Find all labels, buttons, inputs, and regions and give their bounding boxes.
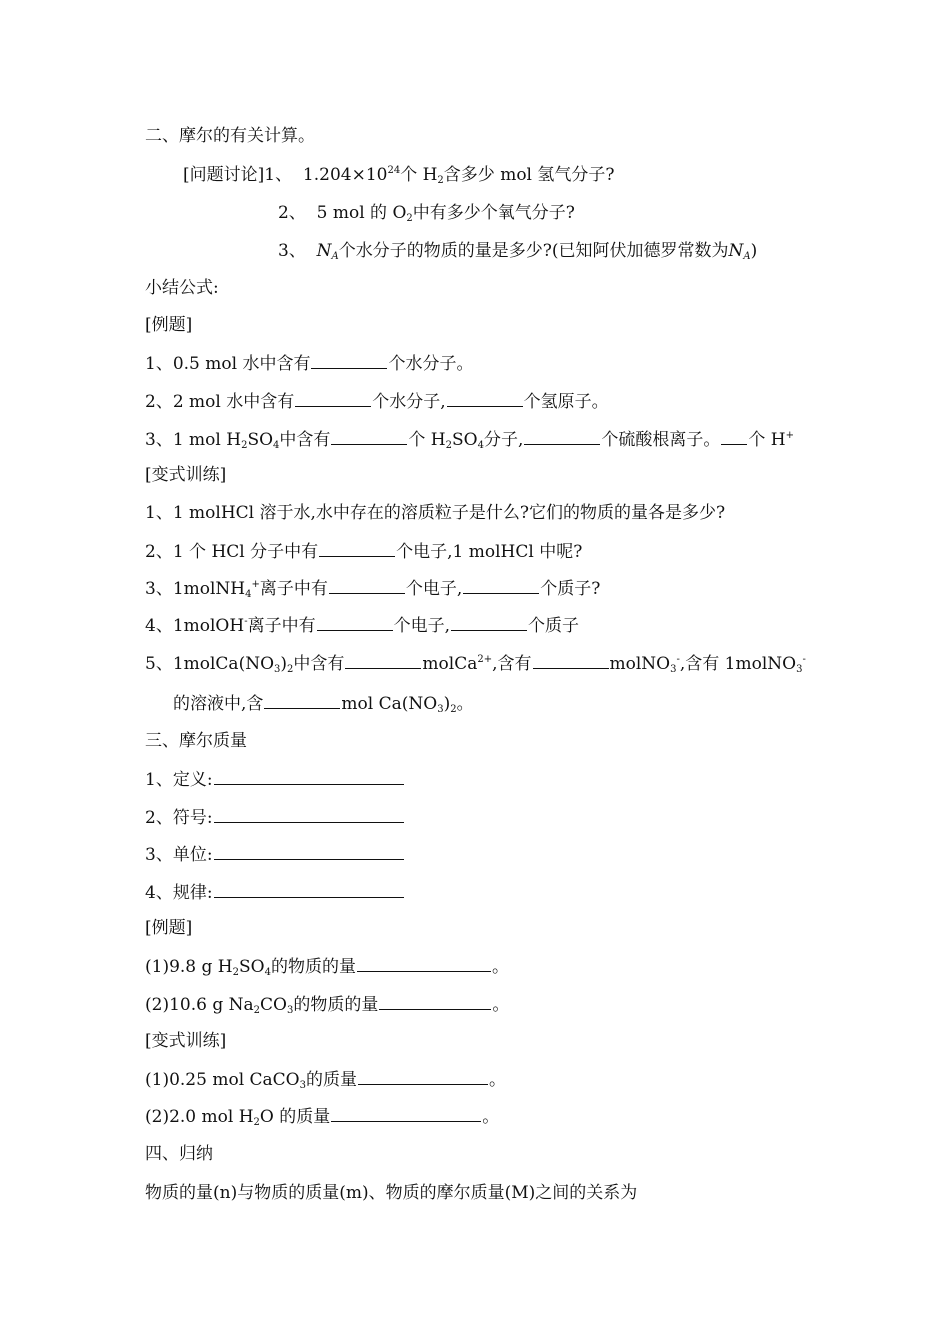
symbol-line: 2、符号: xyxy=(145,806,405,829)
answer-blank[interactable] xyxy=(721,428,747,445)
answer-blank[interactable] xyxy=(214,806,404,823)
answer-blank[interactable] xyxy=(358,1068,488,1085)
answer-blank[interactable] xyxy=(533,652,609,669)
answer-blank[interactable] xyxy=(214,843,404,860)
answer-blank[interactable] xyxy=(317,614,393,631)
discussion-question-3: 3、 $N_A$个水分子的物质的量是多少?(已知阿伏加德罗常数为$N_A$) xyxy=(278,241,758,262)
mass-variation-2: (2)2.0 mol $H_2O$ 的质量 。 xyxy=(145,1107,500,1128)
variation-1: 1、1 molHCl 溶于水,水中存在的溶质粒子是什么?它们的物质的量各是多少? xyxy=(145,503,726,523)
definition-line: 1、定义: xyxy=(145,768,405,791)
answer-blank[interactable] xyxy=(357,955,491,972)
answer-blank[interactable] xyxy=(345,652,421,669)
answer-blank[interactable] xyxy=(524,428,600,445)
example-2: 2、2 mol 水中含有 个水分子, 个氢原子。 xyxy=(145,392,609,412)
unit-line: 3、单位: xyxy=(145,843,405,866)
section-3-title: 三、摩尔质量 xyxy=(145,731,247,751)
discussion-question-2: 2、 5 mol 的 $O_2$中有多少个氧气分子? xyxy=(278,203,575,224)
mass-example-1: (1)9.8 g $H_2SO_4$的物质的量 。 xyxy=(145,957,509,978)
variation-training-label: [变式训练] xyxy=(145,465,227,485)
mass-example-2: (2)10.6 g $Na_2CO_3$的物质的量 。 xyxy=(145,995,510,1016)
answer-blank[interactable] xyxy=(379,993,491,1010)
answer-blank[interactable] xyxy=(214,768,404,785)
mass-variation-1: (1)0.25 mol CaCO$_3$的质量 。 xyxy=(145,1070,506,1091)
example-3: 3、1 mol $H_2SO_4$中含有 个 $H_2SO_4$分子, 个硫酸根离子。 个 H+ xyxy=(145,430,795,451)
answer-blank[interactable] xyxy=(311,352,387,369)
answer-blank[interactable] xyxy=(214,881,404,898)
section-2-title: 二、摩尔的有关计算。 xyxy=(145,126,315,146)
rule-line: 4、规律: xyxy=(145,881,405,904)
variation-2: 2、1 个 HCl 分子中有 个电子,1 molHCl 中呢? xyxy=(145,542,583,562)
variation-5-continued: 的溶液中,含 mol $Ca(NO_3)_2$。 xyxy=(173,694,474,715)
variation-5: 5、$1molCa(NO_3)_2$中含有 molCa$^{2+}$,含有 molNO$_3$-,含有 1molNO$_3$- xyxy=(145,654,806,675)
variation-training-label-2: [变式训练] xyxy=(145,1031,227,1051)
answer-blank[interactable] xyxy=(447,390,523,407)
answer-blank[interactable] xyxy=(329,577,405,594)
answer-blank[interactable] xyxy=(463,577,539,594)
example-1: 1、0.5 mol 水中含有 个水分子。 xyxy=(145,354,474,374)
discussion-question-1: [问题讨论]1、 $1.204\times 10^{24}$个 $H_2$含多少 mol 氢气分子? xyxy=(183,165,615,186)
answer-blank[interactable] xyxy=(451,614,527,631)
answer-blank[interactable] xyxy=(331,1105,481,1122)
answer-blank[interactable] xyxy=(295,390,371,407)
relationship-text: 物质的量(n)与物质的质量(m)、物质的摩尔质量(M)之间的关系为 xyxy=(145,1183,638,1203)
answer-blank[interactable] xyxy=(331,428,407,445)
section-4-title: 四、归纳 xyxy=(145,1144,213,1164)
answer-blank[interactable] xyxy=(264,692,340,709)
summary-formula-label: 小结公式: xyxy=(145,278,219,298)
variation-4: 4、1molOH-离子中有 个电子, 个质子 xyxy=(145,616,579,636)
example-label-2: [例题] xyxy=(145,918,193,938)
example-label: [例题] xyxy=(145,315,193,335)
variation-3: 3、1molNH$_4$+离子中有 个电子, 个质子? xyxy=(145,579,601,600)
answer-blank[interactable] xyxy=(319,540,395,557)
